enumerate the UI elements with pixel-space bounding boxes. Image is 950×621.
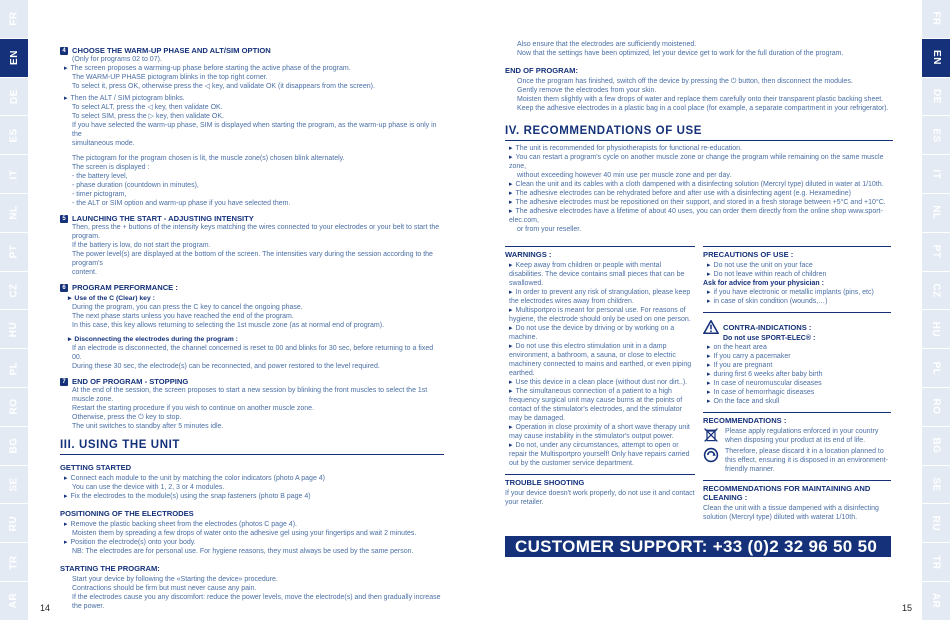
contra-item: ▸ On the face and skull: [707, 397, 891, 406]
language-tabs-left: [0, 0, 28, 621]
language-tab-cz[interactable]: CZ: [0, 272, 28, 311]
language-tab-en[interactable]: EN: [922, 39, 950, 78]
end-of-program-heading: END OF PROGRAM:: [505, 66, 578, 75]
language-tab-de[interactable]: DE: [0, 78, 28, 117]
language-tab-es[interactable]: ES: [922, 116, 950, 155]
section-using-the-unit: III. USING THE UNIT: [60, 441, 444, 455]
getting-started-heading: GETTING STARTED: [60, 463, 132, 472]
warning-item: ▸ Keep away from children or people with mental disabilities. The device contains small pieces that can be swallowed.: [509, 261, 695, 288]
warning-item: ▸ Use this device in a clean place (without dust nor dirt..).: [509, 378, 695, 387]
language-tab-hu[interactable]: HU: [0, 310, 28, 349]
recommendations-box: RECOMMENDATIONS : Please apply regulations enforced in your country when disposing your product at its end of life. Therefore, please discard it in a location planned to this effect, ensuring it is disposed in an environment-friendly manner.: [703, 412, 891, 474]
warning-item: ▸ Do not use this electro stimulation unit in a damp environment, a bathroom, a sauna, or close to electric machinery connected to mains and earthed, or even piping earthed.: [509, 342, 695, 378]
right-page-column: Also ensure that the electrodes are sufficiently moistened. Now that the settings have been optimized, let your device get to work for the full duration of the program. END OF PROGRAM: Once the program has finished, switch off the device by pressing the ⏻ button, then disconnect the modules. Gently remove the electrodes from your skin. Moisten them slightly with a few drops of water and replace them carefully onto their transparent plastic backing sheet. Keep the adhesive electrodes in a plastic bag in a cool place (for example, a separate compartment in your refrigerator). IV. RECOMMENDATIONS OF USE ▸ The unit is recommended for physiotherapists for functional re-education. ▸ You can restart a program's cycle on another muscle zone or change the program while remaining on the same muscle zone, without exceeding however 40 min use per muscle zone and per day. ▸ Clean the unit and its cables with a cloth dampened with a disinfecting solution (Mercryl type) diluted in water at 1/10th. ▸ The adhesive electrodes can be rehydrated before and after use with a disinfecting agent (e.g. Hexamedine) ▸ The adhesive electrodes must be repositioned on their support, and stored in a fresh storage between +5°C and +10°C. ▸ The adhesive electrodes have a lifetime of about 40 uses, you can order them directly from the online shop www.sport-elec.com, or from your reseller. WARNINGS : ▸ Keep away from children or people with mental disabilities. The device contains small pieces that can be swallowed. ▸ In order to prevent any risk of strangulation, please keep the electrodes wires away from children. ▸ Multisportpro is meant for personal use. For reasons of hygiene, the electrode should only be used on one person. ▸ Do not use the device by driving or by working on a machine. ▸ Do not use this electro stimulation unit in a damp environment, a bathroom, a sauna, or close to electric machinery connected to mains and earthed, or even piping earthed. ▸ Use this device in a clean place (without dust nor dirt..). ▸ The simultaneous connection of a patient to a high frequency surgical unit may cause burns at the points of contact of the stimulator's electrodes, and the stimulator may be damaged. ▸ Operation in close proximity of a short wave therapy unit may cause instability in the stimulator's output power. ▸ Do not, under any circumstances, attempt to open or repair the Multisportpro yourself! Only have repairs carried out by the customer service department. TROUBLE SHOOTING If your device doesn't work properly, do not use it and contact your retailer. PRECAUTIONS OF USE : ▸ Do not use the unit on your face ▸ Do not leave within reach of children Ask for advice from your physician : ▸ if you have electronic or metallic implants (pins, etc) ▸ in case of skin condition (wounds,…) CONTRA-INDICATIONS : Do not use SPORT-ELEC® : ▸ on the heart area ▸ If you carry a pacemaker ▸ If you are pregnant ▸ during first 6 weeks after baby birth ▸ In case of neuromuscular diseases ▸ In case of hemorrhagic diseases ▸ On the face and skull RECOMMENDATIONS : Please apply regulations enforced in your country when disposing your product at its end of life. Therefore, please discard it in a location planned to this effect, ensuring it is disposed in an environment-friendly manner. RECOMMENDATIONS FOR MAINTAINING AND CLEANING : Clean the unit with a tissue dampened with a disinfecting solution (Mercryl type) diluted with waterat 1/10th. CUSTOMER SUPPORT: +33 (0)2 32 96 50 50: [505, 40, 893, 557]
language-tab-ru[interactable]: RU: [0, 504, 28, 543]
precautions-box: PRECAUTIONS OF USE : ▸ Do not use the unit on your face ▸ Do not leave within reach of children Ask for advice from your physician : ▸ if you have electronic or metallic implants (pins, etc) ▸ in case of skin condition (wounds,…): [703, 246, 891, 306]
language-tab-nl[interactable]: NL: [922, 194, 950, 233]
crossed-bin-icon: [703, 427, 719, 443]
contra-item: ▸ during first 6 weeks after baby birth: [707, 370, 891, 379]
customer-support-banner: CUSTOMER SUPPORT: +33 (0)2 32 96 50 50: [505, 536, 891, 557]
warnings-box: WARNINGS : ▸ Keep away from children or people with mental disabilities. The device contains small pieces that can be swallowed. ▸ In order to prevent any risk of strangulation, please keep the electrodes wires away from children. ▸ Multisportpro is meant for personal use. For reasons of hygiene, the electrode should only be used on one person. ▸ Do not use the device by driving or by working on a machine. ▸ Do not use this electro stimulation unit in a damp environment, a bathroom, a sauna, or close to electric machinery connected to mains and earthed, or even piping earthed. ▸ Use this device in a clean place (without dust nor dirt..). ▸ The simultaneous connection of a patient to a high frequency surgical unit may cause burns at the points of contact of the stimulator's electrodes, and the stimulator may be damaged. ▸ Operation in close proximity of a short wave therapy unit may cause instability in the stimulator's output power. ▸ Do not, under any circumstances, attempt to open or repair the Multisportpro yourself! Only have repairs carried out by the customer service department.: [505, 246, 695, 468]
left-page-column: 4 CHOOSE THE WARM-UP PHASE AND ALT/SIM OPTION (Only for programs 02 to 07). ▸ The screen proposes a warming-up phase before starting the active phase of the program. The WARM-UP PHASE pictogram blinks in the top right corner. To select it, press OK, otherwise press the ◁ key, and validate OK (it disappears from the screen). ▸ Then the ALT / SIM pictogram blinks. To select ALT, press the ◁ key, then validate OK. To select SIM, press the ▷ key, then validate OK. If you have selected the warm-up phase, SIM is displayed when starting the program, as the warm-up phase is only in the simultaneous mode. The pictogram for the program chosen is lit, the muscle zone(s) chosen blink alternately. The screen is displayed : - the battery level, - phase duration (countdown in minutes), - timer pictogram, - the ALT or SIM option and warm-up phase if you have selected them. 5 LAUNCHING THE START - ADJUSTING INTENSITY Then, press the + buttons of the intensity keys matching the wires connected to your electrodes or your belt to start the program. If the battery is low, do not start the program. The power level(s) are displayed at the bottom of the screen. The intensities vary during the session according to the program's content. 6 PROGRAM PERFORMANCE : ▸ Use of the C (Clear) key : During the program, you can press the C key to cancel the ongoing phase. The next phase starts unless you have reached the end of the program. In this case, this key allows returning to selecting the 1st muscle zone (as at normal end of program). ▸ Disconnecting the electrodes during the program : If an electrode is disconnected, the channel concerned is reset to 00 and blinks for 30 sec, before returning to a fixed 00. During these 30 sec, the electrode(s) can be reconnected, and power restored to the level required. 7 END OF PROGRAM - STOPPING At the end of the session, the screen proposes to start a new session by blinking the front muscles to select the 1st muscle zone. Restart the starting procedure if you wish to continue on another muscle zone. Otherwise, press the ⏻ key to stop. The unit switches to standby after 5 minutes idle. III. USING THE UNIT GETTING STARTED ▸ Connect each module to the unit by matching the color indicators (photo A page 4) You can use the device with 1, 2, 3 or 4 modules. ▸ Fix the electrodes to the module(s) using the snap fasteners (photo B page 4) POSITIONING OF THE ELECTRODES ▸ Remove the plastic backing sheet from the electrodes (photos C page 4). Moisten them by spreading a few drops of water onto the adhesive gel using your fingertips and wait 2 minutes. ▸ Position the electrode(s) onto your body. NB: The electrodes are for personal use. For hygiene reasons, they must always be used by the same person. STARTING THE PROGRAM: Start your device by following the «Starting the device» procedure. Contractions should be firm but must never cause any pain. If the electrodes cause you any discomfort: reduce the power levels, move the electrode(s) and then gradually increase the power.: [60, 40, 444, 611]
language-tab-ro[interactable]: RO: [0, 388, 28, 427]
advice-item: ▸ if you have electronic or metallic implants (pins, etc): [707, 288, 891, 297]
maintaining-cleaning-box: RECOMMENDATIONS FOR MAINTAINING AND CLEANING : Clean the unit with a tissue dampened with a disinfecting solution (Mercryl type) diluted with waterat 1/10th.: [703, 480, 891, 522]
step-7-heading: 7 END OF PROGRAM - STOPPING: [60, 377, 444, 386]
language-tab-pt[interactable]: PT: [922, 233, 950, 272]
precaution-item: ▸ Do not leave within reach of children: [707, 270, 891, 279]
language-tab-se[interactable]: SE: [922, 466, 950, 505]
language-tab-bg[interactable]: BG: [0, 427, 28, 466]
step-4-heading: 4 CHOOSE THE WARM-UP PHASE AND ALT/SIM OPTION: [60, 46, 444, 55]
language-tab-it[interactable]: IT: [0, 155, 28, 194]
recycling-icon: [703, 447, 719, 463]
step-5-heading: 5 LAUNCHING THE START - ADJUSTING INTENSITY: [60, 214, 444, 223]
page-number-right: 15: [901, 603, 912, 613]
step-6-heading: 6 PROGRAM PERFORMANCE :: [60, 283, 444, 292]
advice-item: ▸ in case of skin condition (wounds,…): [707, 297, 891, 306]
warning-item: ▸ The simultaneous connection of a patient to a high frequency surgical unit may cause burns at the points of contact of the stimulator's electrodes, and the stimulator may be damaged.: [509, 387, 695, 423]
warning-item: ▸ Do not, under any circumstances, attempt to open or repair the Multisportpro yourself! Only have repairs carried out by the customer service department.: [509, 441, 695, 468]
language-tab-pl[interactable]: PL: [922, 349, 950, 388]
language-tab-it[interactable]: IT: [922, 155, 950, 194]
language-tab-cz[interactable]: CZ: [922, 272, 950, 311]
contra-item: ▸ If you are pregnant: [707, 361, 891, 370]
language-tab-nl[interactable]: NL: [0, 194, 28, 233]
language-tab-pt[interactable]: PT: [0, 233, 28, 272]
starting-program-heading: STARTING THE PROGRAM:: [60, 564, 160, 573]
language-tab-hu[interactable]: HU: [922, 310, 950, 349]
language-tab-tr[interactable]: TR: [0, 543, 28, 582]
contra-item: ▸ In case of hemorrhagic diseases: [707, 388, 891, 397]
language-tab-bg[interactable]: BG: [922, 427, 950, 466]
page-number-left: 14: [40, 603, 51, 613]
contra-indications-box: CONTRA-INDICATIONS : Do not use SPORT-ELEC® : ▸ on the heart area ▸ If you carry a pacemaker ▸ If you are pregnant ▸ during first 6 weeks after baby birth ▸ In case of neuromuscular diseases ▸ In case of hemorrhagic diseases ▸ On the face and skull: [703, 312, 891, 406]
language-tab-fr[interactable]: FR: [922, 0, 950, 39]
trouble-shooting-box: TROUBLE SHOOTING If your device doesn't work properly, do not use it and contact your retailer.: [505, 474, 695, 507]
language-tabs-right: [922, 0, 950, 621]
warning-item: ▸ Do not use the device by driving or by working on a machine.: [509, 324, 695, 342]
warning-item: ▸ Operation in close proximity of a short wave therapy unit may cause instability in the stimulator's output power.: [509, 423, 695, 441]
positioning-heading: POSITIONING OF THE ELECTRODES: [60, 509, 194, 518]
warning-item: ▸ Multisportpro is meant for personal use. For reasons of hygiene, the electrode should only be used on one person.: [509, 306, 695, 324]
language-tab-se[interactable]: SE: [0, 466, 28, 505]
language-tab-ro[interactable]: RO: [922, 388, 950, 427]
language-tab-pl[interactable]: PL: [0, 349, 28, 388]
language-tab-ru[interactable]: RU: [922, 504, 950, 543]
language-tab-tr[interactable]: TR: [922, 543, 950, 582]
contra-item: ▸ on the heart area: [707, 343, 891, 352]
contra-item: ▸ If you carry a pacemaker: [707, 352, 891, 361]
contra-item: ▸ In case of neuromuscular diseases: [707, 379, 891, 388]
language-tab-ar[interactable]: AR: [922, 582, 950, 621]
language-tab-de[interactable]: DE: [922, 78, 950, 117]
language-tab-fr[interactable]: FR: [0, 0, 28, 39]
warning-item: ▸ In order to prevent any risk of strangulation, please keep the electrodes wires away from children.: [509, 288, 695, 306]
language-tab-ar[interactable]: AR: [0, 582, 28, 621]
language-tab-en[interactable]: EN: [0, 39, 28, 78]
warning-triangle-icon: [703, 320, 719, 334]
warnings-list: [505, 261, 695, 468]
precaution-item: ▸ Do not use the unit on your face: [707, 261, 891, 270]
language-tab-es[interactable]: ES: [0, 116, 28, 155]
section-recommendations-of-use: IV. RECOMMENDATIONS OF USE: [505, 127, 893, 141]
